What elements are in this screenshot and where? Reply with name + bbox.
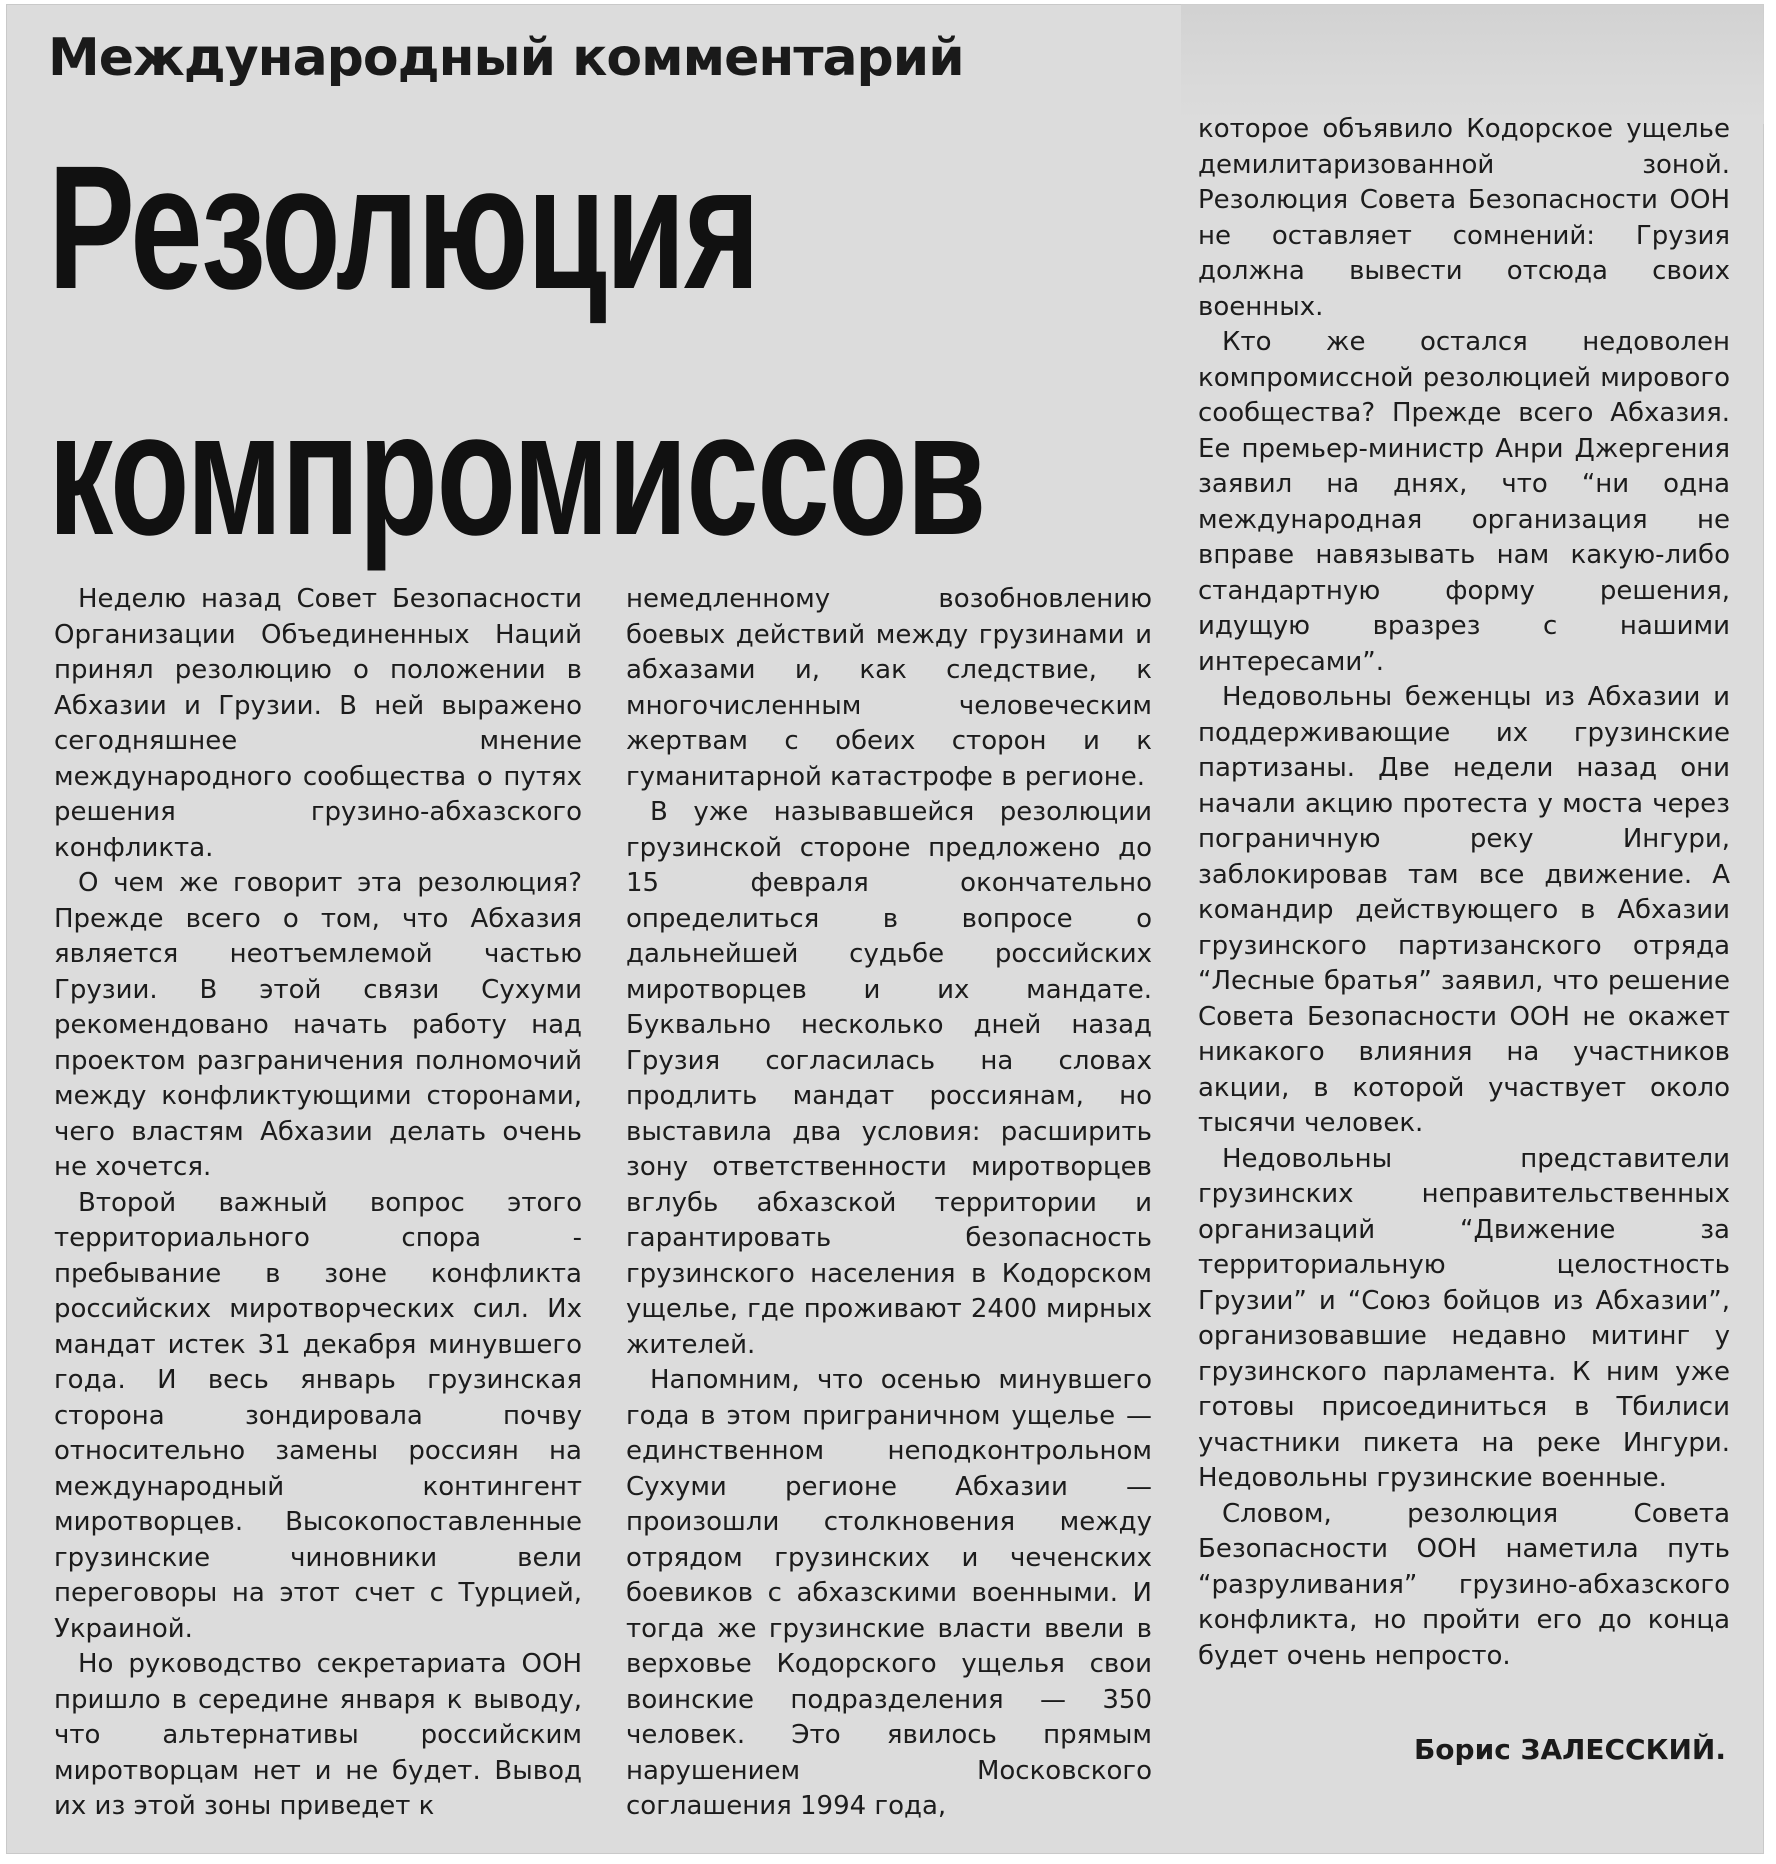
text-column-3 <box>1198 112 1730 1674</box>
paragraph-continued: немедленному возобновлению боевых действий между грузинами и абхазами и, как следствие, к многочисленным человеческим жертвам с обеих сторон и к гуманитарной катастрофе в регионе. <box>626 584 1152 792</box>
newspaper-clipping <box>6 4 1764 1854</box>
rubric-heading: Международный комментарий <box>48 28 964 88</box>
author-signature: Борис ЗАЛЕССКИЙ. <box>1413 1733 1726 1766</box>
paragraph: Неделю назад Совет Безопасности Организации Объединенных Наций принял резолюцию о положении в Абхазии и Грузии. В ней выражено сегодняшнее мнение международного сообщества о путях решения грузино-абхазского конфликта. <box>54 584 582 863</box>
paragraph: Недовольны беженцы из Абхазии и поддерживающие их грузинские партизаны. Две недели назад они начали акцию протеста у моста через пограничную реку Ингури, заблокировав там все движение. А командир действующего в Абхазии грузинского партизанского отряда “Лесные братья” заявил, что решение Совета Безопасности ООН не окажет никакого влияния на участников акции, в которой участвует около тысячи человек. <box>1198 682 1730 1138</box>
headline-line-1: Резолюция <box>48 130 759 326</box>
paragraph: О чем же говорит эта резолюция? Прежде всего о том, что Абхазия является неотъемлемой частью Грузии. В этой связи Сухуми рекомендовано начать работу над проектом разграничения полномочий между конфликтующими сторонами, чего властям Абхазии делать очень не хочется. <box>54 868 582 1182</box>
paragraph: Словом, резолюция Совета Безопасности ООН наметила путь “разруливания” грузино-абхазского конфликта, но пройти его до конца будет очень непросто. <box>1198 1498 1730 1671</box>
paragraph: В уже называвшейся резолюции грузинской стороне предложено до 15 февраля окончательно определиться в вопросе о дальнейшей судьбе российских миротворцев и их мандате. Буквально несколько дней назад Грузия согласилась на словах продлить мандат россиянам, но выставила два условия: расширить зону ответственности миротворцев вглубь абхазской территории и гарантировать безопасность грузинского населения в Кодорском ущелье, где проживают 2400 мирных жителей. <box>626 797 1152 1360</box>
paragraph: Кто же остался недоволен компромиссной резолюцией мирового сообщества? Прежде всего Абхазия. Ее премьер-министр Анри Джергения заявил на днях, что “ни одна международная организация не вправе навязывать нам какую-либо стандартную форму решения, идущую вразрез с нашими интересами”. <box>1198 327 1730 677</box>
text-column-1 <box>54 582 582 1825</box>
text-column-2 <box>626 582 1152 1825</box>
paragraph: Второй важный вопрос этого территориального спора - пребывание в зоне конфликта российских миротворческих сил. Их мандат истек 31 декабря минувшего года. И весь январь грузинская сторона зондировала почву относительно замены россиян на международный контингент миротворцев. Высокопоставленные грузинские чиновники вели переговоры на этот счет с Турцией, Украиной. <box>54 1187 582 1644</box>
adjacent-article-bleed <box>1181 4 1764 124</box>
paragraph: Недовольны представители грузинских неправительственных организаций “Движение за территориальную целостность Грузии” и “Союз бойцов из Абхазии”, организовавшие недавно митинг у грузинского парламента. К ним уже готовы присоединиться в Тбилиси участники пикета на реке Ингури. Недовольны грузинские военные. <box>1198 1143 1730 1493</box>
paragraph: Но руководство секретариата ООН пришло в середине января к выводу, что альтернативы российским миротворцам нет и не будет. Вывод их из этой зоны приведет к <box>54 1649 582 1821</box>
paragraph: Напомним, что осенью минувшего года в этом приграничном ущелье — единственном неподконтрольном Сухуми регионе Абхазии — произошли столкновения между отрядом грузинских и чеченских боевиков с абхазскими военными. И тогда же грузинские власти ввели в верховье Кодорского ущелья свои воинские подразделения — 350 человек. Это явилось прямым нарушением Московского соглашения 1994 года, <box>626 1365 1152 1821</box>
headline-line-2: компромиссов <box>48 376 985 572</box>
paragraph-continued: которое объявило Кодорское ущелье демилитаризованной зоной. Резолюция Совета Безопасности ООН не оставляет сомнений: Грузия должна вывести отсюда своих военных. <box>1198 114 1730 322</box>
